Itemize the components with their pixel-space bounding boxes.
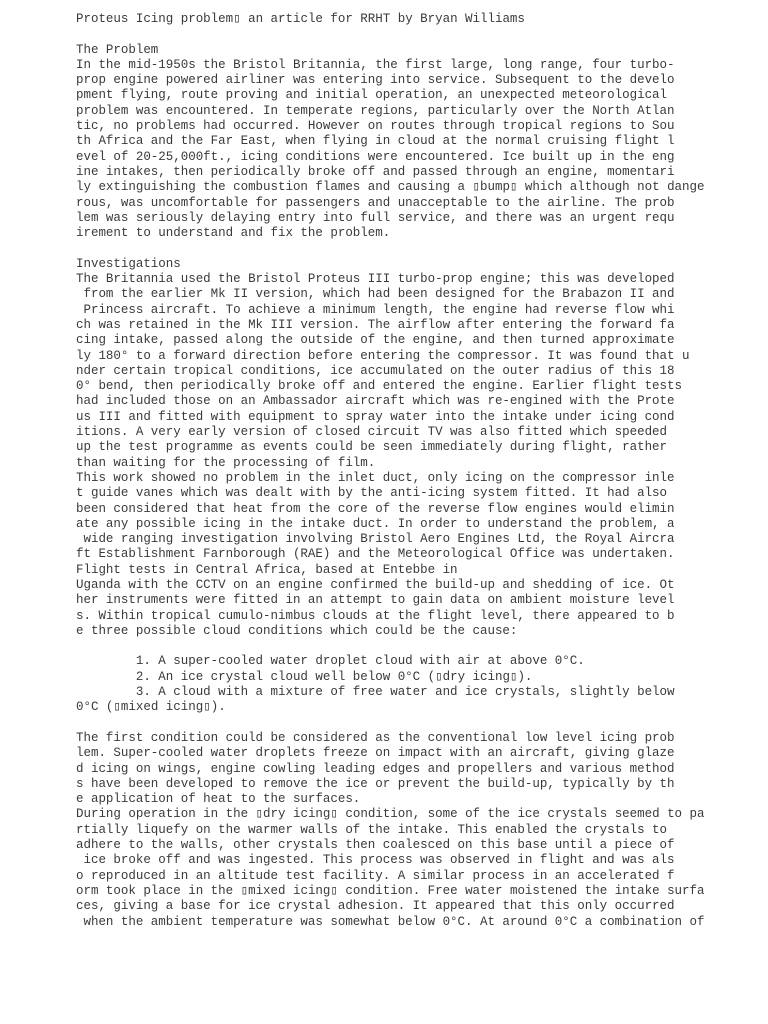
section-body-icing-conditions [76,731,756,930]
spacer [76,27,756,42]
text-line: adhere to the walls, other crystals then coalesced on this base until a piece of [76,838,675,853]
text-line: rtially liquefy on the warmer walls of the intake. This enabled the crystals to [76,822,668,837]
text-line: had included those on an Ambassador aircraft which was re-engined with the Prote [76,394,675,409]
text-line: tic, no problems had occurred. However on routes through tropical regions to Sou [76,119,675,134]
text-line: from the earlier Mk II version, which had been designed for the Brabazon II and [76,287,675,302]
text-line: up the test programme as events could be seen immediately during flight, rather [76,440,668,455]
text-line: ly 180° to a forward direction before entering the compressor. It was found that u [76,348,690,363]
text-line: d icing on wings, engine cowling leading edges and propellers and various method [76,761,675,776]
text-line: ft Establishment Farnborough (RAE) and the Meteorological Office was undertaken. [76,547,675,562]
text-line: o reproduced in an altitude test facility. A similar process in an accelerated f [76,868,675,883]
section-heading-problem: The Problem [76,42,159,57]
text-line: problem was encountered. In temperate regions, particularly over the North Atlan [76,103,675,118]
spacer [76,639,756,654]
text-line: when the ambient temperature was somewhat below 0°C. At around 0°C a combination of [76,914,705,929]
text-line: The first condition could be considered as the conventional low level icing prob [76,730,675,745]
text-line: than waiting for the processing of film. [76,455,376,470]
text-line: 0°C (▯mixed icing▯). [76,700,226,715]
text-line: her instruments were fitted in an attempt to gain data on ambient moisture level [76,593,675,608]
text-line: The Britannia used the Bristol Proteus III turbo-prop engine; this was developed [76,272,675,287]
document-title: Proteus Icing problem▯ an article for RRHT by Bryan Williams [76,12,525,26]
spacer [76,716,756,731]
text-line: ch was retained in the Mk III version. The airflow after entering the forward fa [76,317,675,332]
text-line: Flight tests in Central Africa, based at Entebbe in [76,562,458,577]
text-line: wide ranging investigation involving Bristol Aero Engines Ltd, the Royal Aircra [76,532,675,547]
text-line: been considered that heat from the core of the reverse flow engines would elimin [76,501,675,516]
text-line: lem. Super-cooled water droplets freeze on impact with an aircraft, giving glaze [76,746,675,761]
text-line: 2. An ice crystal cloud well below 0°C (▯dry icing▯). [76,669,533,684]
text-line: s. Within tropical cumulo-nimbus clouds at the flight level, there appeared to b [76,608,675,623]
text-line: ine intakes, then periodically broke off and passed through an engine, momentari [76,164,675,179]
spacer [76,241,756,256]
text-line: evel of 20-25,000ft., icing conditions were encountered. Ice built up in the eng [76,149,675,164]
text-line: ice broke off and was ingested. This process was observed in flight and was als [76,853,675,868]
text-line: us III and fitted with equipment to spray water into the intake under icing cond [76,409,675,424]
text-line: th Africa and the Far East, when flying in cloud at the normal cruising flight l [76,134,675,149]
text-line: orm took place in the ▯mixed icing▯ condition. Free water moistened the intake surfa [76,883,705,898]
text-line: 1. A super-cooled water droplet cloud with air at above 0°C. [76,654,585,669]
text-line: e three possible cloud conditions which could be the cause: [76,623,518,638]
section-body-problem [76,58,756,242]
text-line: lem was seriously delaying entry into full service, and there was an urgent requ [76,210,675,225]
text-line: nder certain tropical conditions, ice accumulated on the outer radius of this 18 [76,363,675,378]
text-line: cing intake, passed along the outside of the engine, and then turned approximate [76,333,675,348]
text-line: irement to understand and fix the problem. [76,226,391,241]
text-line: ly extinguishing the combustion flames and causing a ▯bump▯ which although not dange [76,180,705,195]
text-line: 0° bend, then periodically broke off and entered the engine. Earlier flight tests [76,379,682,394]
document-page [76,12,756,930]
cloud-conditions-list [76,654,756,715]
text-line: In the mid-1950s the Bristol Britannia, the first large, long range, four turbo- [76,57,675,72]
text-line: This work showed no problem in the inlet duct, only icing on the compressor inle [76,470,675,485]
text-line: s have been developed to remove the ice or prevent the build-up, typically by th [76,776,675,791]
text-line: Princess aircraft. To achieve a minimum length, the engine had reverse flow whi [76,302,675,317]
text-line: ces, giving a base for ice crystal adhesion. It appeared that this only occurred [76,899,675,914]
text-line: Uganda with the CCTV on an engine confirmed the build-up and shedding of ice. Ot [76,577,675,592]
text-line: During operation in the ▯dry icing▯ condition, some of the ice crystals seemed to pa [76,807,705,822]
text-line: rous, was uncomfortable for passengers and unacceptable to the airline. The prob [76,195,675,210]
section-heading-investigations: Investigations [76,256,181,271]
text-line: prop engine powered airliner was entering into service. Subsequent to the develo [76,73,675,88]
text-line: t guide vanes which was dealt with by the anti-icing system fitted. It had also [76,486,668,501]
text-line: 3. A cloud with a mixture of free water and ice crystals, slightly below [76,685,675,700]
section-body-investigations [76,272,756,639]
text-line: itions. A very early version of closed circuit TV was also fitted which speeded [76,425,668,440]
text-line: pment flying, route proving and initial operation, an unexpected meteorological [76,88,668,103]
text-line: e application of heat to the surfaces. [76,792,361,807]
text-line: ate any possible icing in the intake duct. In order to understand the problem, a [76,516,675,531]
